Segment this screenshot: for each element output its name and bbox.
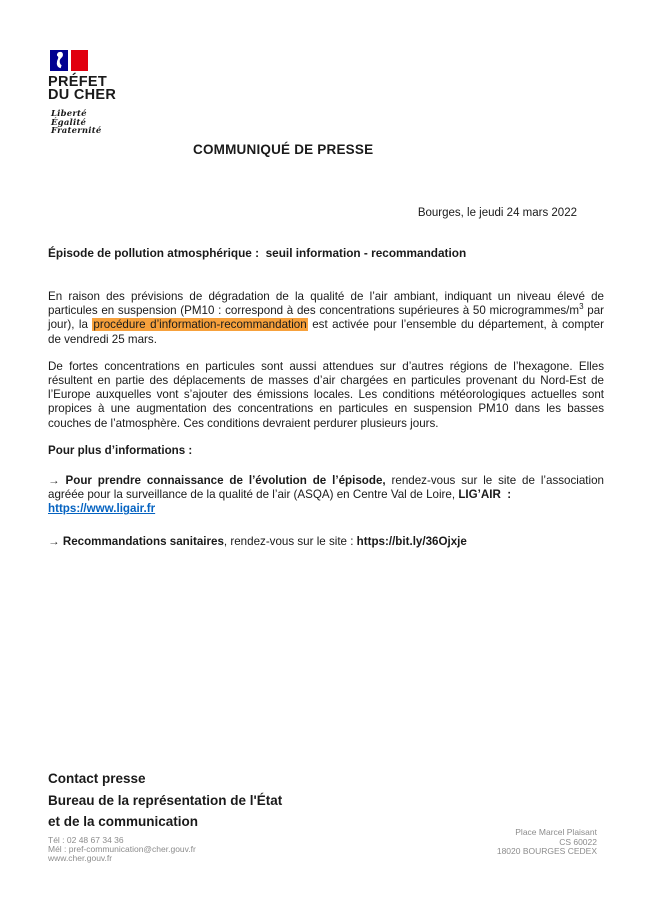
address-city: 18020 BOURGES CEDEX [496,846,597,857]
contact-website: www.cher.gouv.fr [48,853,113,864]
ligair-link[interactable]: https://www.ligair.fr [48,502,156,516]
subject-line: Épisode de pollution atmosphérique : seuil information - recommandation [48,246,467,260]
paragraph-4 [48,535,604,549]
contact-heading-line2: Bureau de la représentation de l'État [48,792,283,808]
p4-bold-lead: Recommandations sanitaires [62,534,224,548]
paragraph-2: De fortes concentrations en particules sont aussi attendues sur d’autres régions de l’hexagone. Elles résultent en partie des déplacements de masses d’air chargées en particules provenant du Nord-Est de l’Europe auxquelles vont s’ajouter des émissions locales. Les conditions météorologiques actuelles sont propices à une augmentation des concentrations en particules en suspension PM10 dans les basses couches de l’atmosphère. Ces conditions devraient perdurer plusieurs jours. [48,359,604,430]
contact-details [48,836,196,864]
superscript-3: 3 [579,302,584,312]
motto-egalite: Égalité [51,117,87,128]
p4-text: , rendez-vous sur le site : [223,534,357,548]
contact-email: Mél : pref-communication@cher.gouv.fr [48,844,196,855]
prefecture-address [497,828,597,857]
arrow-glyph: → [48,534,63,548]
p1-text: par jour), la [48,304,604,332]
motto-fraternite: Fraternité [51,126,102,137]
motto-liberte: Liberté [51,109,87,119]
prefecture-logo [48,50,116,136]
press-contact-heading [48,768,282,833]
dateline: Bourges, le jeudi 24 mars 2022 [417,207,577,219]
flag-red-panel [71,50,88,71]
contact-phone: Tél : 02 48 67 34 36 [48,835,124,845]
contact-heading-line3: et de la communication [48,814,199,829]
french-flag-icon [50,50,116,71]
more-info-heading: Pour plus d’informations : [48,443,193,457]
paragraph-3 [48,474,604,517]
sanitary-recommendations-url[interactable]: https://bit.ly/36Ojxje [356,534,467,548]
paragraph-1 [48,290,604,347]
address-cs: CS 60022 [559,836,597,847]
p3-org-name: LIG’AIR : [458,488,512,502]
document-title: COMMUNIQUÉ DE PRESSE [193,142,374,157]
arrow-glyph: → [48,474,66,488]
marianne-icon [50,50,68,71]
highlighted-procedure-text: procédure d’information-recommandation [93,318,307,332]
p1-text: est activée pour l’ensemble du département, à compter de vendredi 25 mars. [48,318,604,346]
p3-text: rendez-vous sur le site de l’association agréée pour la surveillance de la qualité de l’air (ASQA) en Centre Val de Loire, [48,474,604,502]
p3-bold-lead: Pour prendre connaissance de l’évolution de l’épisode, [65,474,386,488]
contact-heading-line1: Contact presse [48,771,146,786]
address-street: Place Marcel Plaisant [515,827,597,837]
body-text [48,290,604,562]
prefecture-name-line1: PRÉFET [48,74,107,90]
prefecture-name-line2: DU CHER [48,87,117,103]
p1-text: En raison des prévisions de dégradation de la qualité de l’air ambiant, indiquant un niveau élevé de particules en suspension (PM10 : correspond à des concentrations supérieures à 50 microgrammes/m [48,290,604,318]
flag-blue-panel [50,50,68,71]
republic-motto [51,110,116,136]
